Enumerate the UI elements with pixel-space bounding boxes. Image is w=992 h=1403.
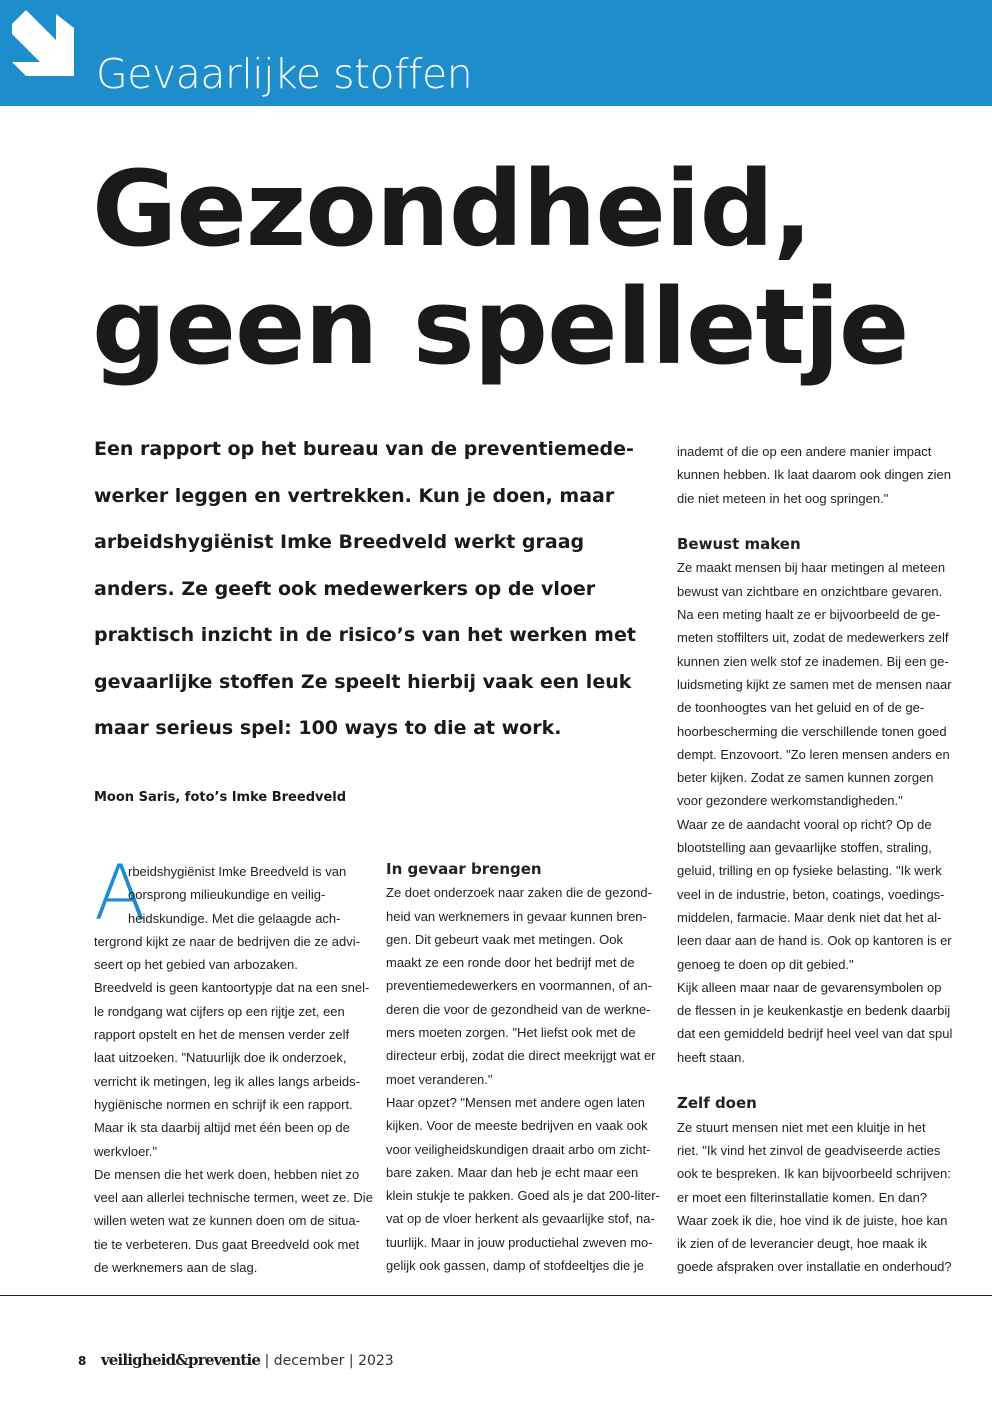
body-text-line: Haar opzet? "Mensen met andere ogen laten [386,1094,646,1110]
body-text-line: beter kijken. Zodat ze samen kunnen zorgen [677,770,934,786]
body-text-line: hoorbescherming die verschillende tonen goed [677,723,947,739]
magazine-logo: veiligheid&preventie [100,1351,261,1369]
body-text-line: maakt ze een ronde door het bedrijf met de [386,955,635,971]
body-text-line: vat op de vloer herkent als gevaarlijke stof, na- [386,1211,655,1227]
body-text-line: De mensen die het werk doen, hebben niet zo [94,1166,360,1182]
body-text-line: mers moeten zorgen. "Het liefst ook met de [386,1025,636,1041]
body-text-line: veel in de industrie, beton, coatings, voedings- [677,886,945,902]
body-text-line: rbeidshygiënist Imke Breedveld is van [128,864,347,879]
body-text-line: inademt of die op een andere manier impact [677,444,932,459]
body-text-line: Ze stuurt mensen niet met een kluitje in het [677,1119,926,1135]
body-text-line: hygiënische normen en schrijf ik een rapport. [94,1096,353,1112]
body-text-line: oorsprong milieukundige en veilig- [128,887,326,903]
body-text-line: kunnen hebben. Ik laat daarom ook dingen zien [677,467,951,483]
body-text-line: Ze doet onderzoek naar zaken die de gezond- [386,885,652,901]
body-text-line: de toonhoogtes van het geluid en of de ge- [677,700,925,716]
body-text-line: laat uitzoeken. "Natuurlijk doe ik onderzoek, [94,1050,347,1066]
body-text-line: verricht ik metingen, leg ik alles langs arbeids- [94,1073,360,1089]
body-text-line: tie te verbeteren. Dus gaat Breedveld ook met [94,1236,360,1252]
body-text-line: Maar ik sta daarbij altijd met één been op de [94,1120,350,1136]
body-text-line: dat een gemiddeld bedrijf heel veel van dat spul [677,1026,953,1042]
body-text-line: bare zaken. Maar dan heb je echt maar een [386,1164,639,1180]
body-text-line: geluid, trilling en op fysieke belasting. "Ik werk [677,863,942,879]
intro-line: arbeidshygiënist Imke Breedveld werkt graag [94,531,585,553]
body-text-line: er moet een filterinstallatie komen. En dan? [677,1189,928,1205]
body-text-line: seert op het gebied van arbozaken. [94,957,298,973]
body-text-line: gelijk ook gassen, damp of stofdeeltjes die je [386,1258,644,1274]
intro-line: praktisch inzicht in de risico’s van het werken met [94,624,636,646]
body-text-line: de flessen in je keukenkastje en bedenk daarbij [677,1003,951,1019]
issue-year: 2023 [358,1353,394,1369]
body-text-line: bewust van zichtbare en onzichtbare gevaren. [677,583,943,599]
body-text-line: Waar zoek ik die, hoe vind ik de juiste, hoe kan [677,1212,948,1228]
body-text-line: Kijk alleen maar naar de gevarensymbolen op [677,979,942,995]
body-text-line: klein stukje te pakken. Goed als je dat 200-liter- [386,1188,660,1204]
body-text-line: willen weten wat ze kunnen doen om de situa- [94,1213,360,1229]
body-text-line: le rondgang wat cijfers op een rijtje zet, een [94,1003,345,1019]
section-heading: In gevaar brengen [386,860,542,878]
body-text-line: Ze maakt mensen bij haar metingen al meteen [677,560,946,576]
body-text-line: blootstelling aan gevaarlijke stoffen, straling, [677,840,932,856]
body-text-line: meten stoffilters uit, zodat de medewerkers zelf [677,630,949,646]
body-text-line: goede afspraken over installatie en onderhoud? [677,1259,952,1275]
intro-line: gevaarlijke stoffen Ze speelt hierbij vaak een leuk [94,670,632,693]
body-text-line: middelen, farmacie. Maar denk niet dat het al- [677,909,942,925]
body-text-line: dempt. Enzovoort. "Zo leren mensen anders en [677,746,950,762]
body-text-line: luidsmeting kijkt ze samen met de mensen naar [677,676,952,692]
body-text-line: heeft staan. [677,1049,745,1065]
paragraph-gap [677,1069,952,1092]
body-text-line: kunnen zien welk stof ze inademen. Bij een ge- [677,653,949,669]
section-header-band [0,0,992,106]
body-text-line: heidskundige. Met die gelaagde ach- [128,910,341,926]
body-column-2 [386,858,661,1277]
intro-line: anders. Ze geeft ook medewerkers op de vloer [94,577,596,600]
body-text-line: deren die voor de gezondheid van de werkne- [386,1001,651,1017]
intro-line: Een rapport op het bureau van de preventiemede- [94,438,634,460]
body-text-line: de werknemers aan de slag. [94,1260,258,1276]
body-text-line: veel aan allerlei technische termen, weet ze. Die [94,1190,373,1206]
byline: Moon Saris, foto’s Imke Breedveld [94,790,347,805]
body-text-line: tergrond kijkt ze naar de bedrijven die ze advi- [94,933,360,949]
body-text-line: voor veiligheidskundigen draait arbo om zicht- [386,1141,651,1157]
body-text-line: rapport opstelt en het de mensen verder zelf [94,1027,350,1043]
title-line: geen spelletje [92,266,909,388]
page-number: 8 [78,1354,87,1368]
section-heading: Zelf doen [677,1094,757,1113]
title-line: Gezondheid, [92,148,812,270]
body-text-line: heid van werknemers in gevaar kunnen bren- [386,908,647,924]
drop-cap: A [94,848,146,937]
body-column-1 [94,848,373,1279]
body-text-line: Breedveld is geen kantoortypje dat na een snel- [94,980,370,996]
body-text-line: Waar ze de aandacht vooral op richt? Op de [677,816,932,832]
body-text-line: ik zien of de leverancier deugt, hoe maak ik [677,1236,928,1252]
body-text-line: leen daar aan de hand is. Ook op kantoren is er [677,933,952,949]
body-text-line: die niet meteen in het oog springen." [677,490,889,506]
issue-month: | december | [264,1353,354,1369]
body-text-line: preventiemedewerkers en voormannen, of an- [386,978,652,994]
body-text-line: genoeg te doen op dit gebied." [677,956,854,972]
body-text-line: directeur erbij, zodat die direct meekrijgt wat er [386,1048,656,1064]
body-text-line: werkvloer." [94,1143,158,1159]
footer-divider [0,1295,992,1296]
body-text-line: Na een meting haalt ze er bijvoorbeeld de ge- [677,607,941,623]
intro-line: werker leggen en vertrekken. Kun je doen, maar [94,484,615,507]
body-column-3 [677,440,952,1279]
body-text-line: gen. Dit gebeurt vaak met metingen. Ook [386,931,624,947]
paragraph-gap [677,510,952,533]
section-heading: Bewust maken [677,535,801,554]
arrow-down-right-icon [8,6,78,76]
body-text-line: kijken. Voor de meeste bedrijven en vaak ook [386,1118,648,1134]
body-text-line: riet. "Ik vind het zinvol de geadviseerde acties [677,1142,941,1158]
article-title [92,150,908,386]
article-intro [94,426,654,752]
page-footer [78,1350,394,1371]
body-text-line: tuurlijk. Maar in jouw productiehal zweven mo- [386,1234,653,1250]
body-text-line: ook te bespreken. Ik kan bijvoorbeeld schrijven: [677,1166,951,1182]
body-text-line: moet veranderen." [386,1071,493,1087]
section-title: Gevaarlijke stoffen [96,50,473,98]
intro-line: maar serieus spel: 100 ways to die at work. [94,717,562,739]
body-text-line: voor gezondere werkomstandigheden." [677,793,903,809]
